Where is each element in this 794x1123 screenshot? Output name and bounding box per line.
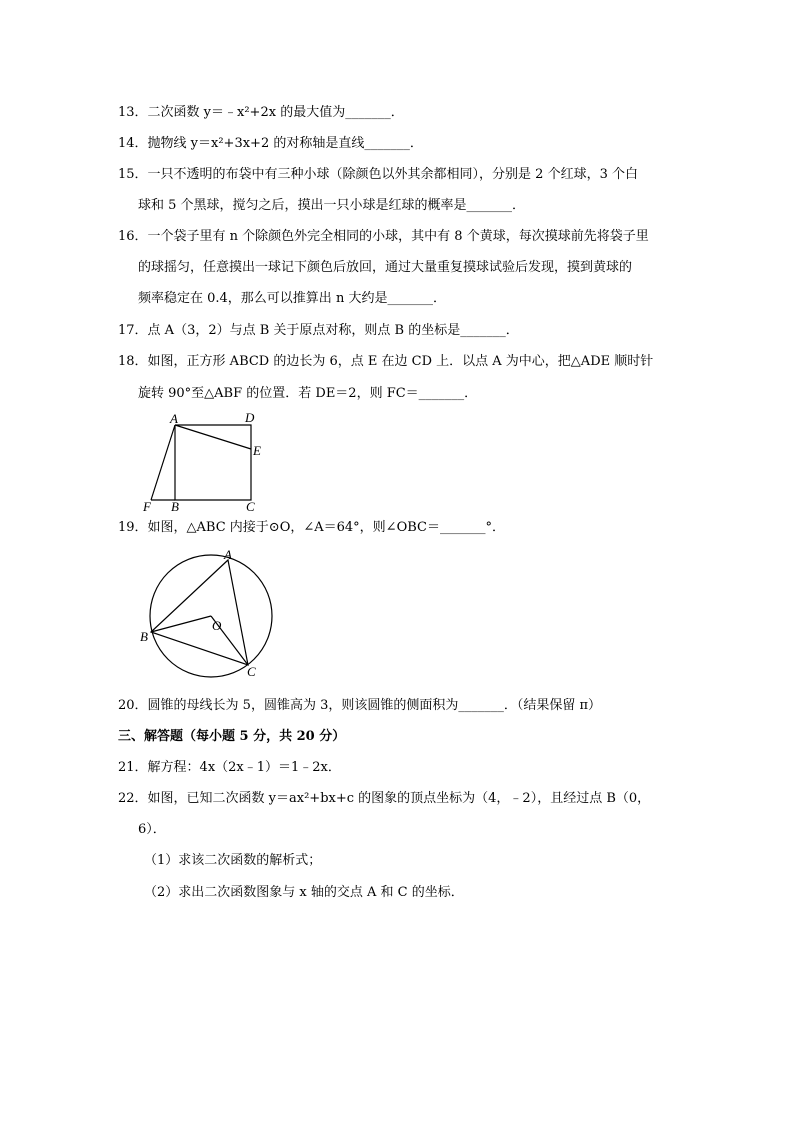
section-3-heading: 三、解答题（每小题 5 分，共 20 分） — [118, 729, 346, 744]
q19: 19．如图，△ABC 内接于⊙O，∠A＝64°，则∠OBC＝_______°． — [118, 520, 505, 535]
label-e: E — [253, 443, 261, 458]
q14: 14．抛物线 y＝x²+3x+2 的对称轴是直线_______． — [118, 136, 423, 151]
label-b: B — [140, 629, 148, 644]
q22-line2: 6）． — [138, 822, 166, 837]
label-a: A — [224, 547, 232, 562]
q22-line1: 22．如图，已知二次函数 y＝ax²+bx+c 的图象的顶点坐标为（4，﹣2），且经过点 B（0， — [118, 791, 651, 806]
q18-line1: 18．如图，正方形 ABCD 的边长为 6，点 E 在边 CD 上．以点 A 为中心，把△ADE 顺时针 — [118, 354, 654, 369]
q18-line2: 旋转 90°至△ABF 的位置．若 DE＝2，则 FC＝_______． — [138, 386, 478, 401]
q13: 13．二次函数 y＝﹣x²+2x 的最大值为_______． — [118, 105, 404, 120]
label-a: A — [170, 411, 178, 426]
q17: 17．点 A（3，2）与点 B 关于原点对称，则点 B 的坐标是_______． — [118, 323, 519, 338]
q22-part2: （2）求出二次函数图象与 x 轴的交点 A 和 C 的坐标． — [144, 885, 464, 900]
label-c: C — [247, 664, 256, 679]
label-c: C — [246, 499, 255, 514]
q20: 20．圆锥的母线长为 5，圆锥高为 3，则该圆锥的侧面积为_______．（结果保留 π） — [118, 698, 602, 713]
q16-line1: 16．一个袋子里有 n 个除颜色外完全相同的小球，其中有 8 个黄球，每次摸球前先将袋子里 — [118, 229, 649, 244]
q22-part1: （1）求该二次函数的解析式； — [144, 853, 322, 868]
q21: 21．解方程：4x（2x﹣1）＝1﹣2x． — [118, 760, 341, 775]
label-f: F — [143, 499, 151, 514]
q15-line2: 球和 5 个黑球，搅匀之后，摸出一只小球是红球的概率是_______． — [138, 198, 526, 213]
q15-line1: 15．一只不透明的布袋中有三种小球（除颜色以外其余都相同），分别是 2 个红球，3 个白 — [118, 167, 638, 182]
label-b: B — [171, 499, 179, 514]
q16-line3: 频率稳定在 0.4，那么可以推算出 n 大约是_______． — [138, 291, 446, 306]
label-o: O — [212, 618, 222, 633]
q16-line2: 的球摇匀，任意摸出一球记下颜色后放回，通过大量重复摸球试验后发现，摸到黄球的 — [138, 260, 633, 275]
label-d: D — [245, 410, 255, 425]
